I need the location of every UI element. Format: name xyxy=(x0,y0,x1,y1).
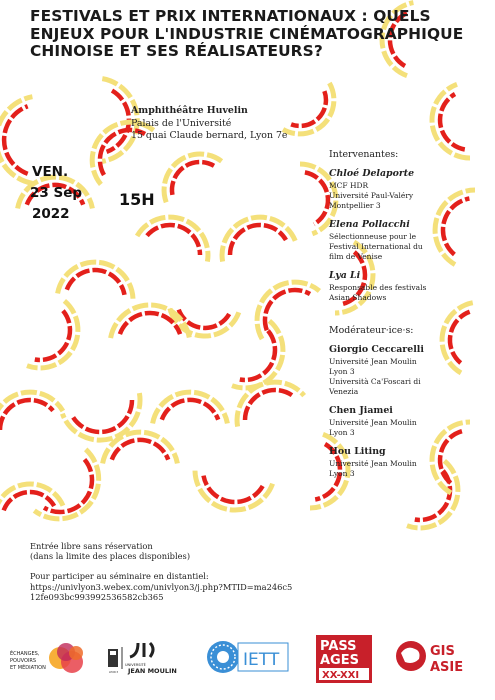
yellow-film-arc xyxy=(0,392,63,437)
red-film-arc xyxy=(440,94,465,150)
speaker-entry xyxy=(329,220,489,262)
red-film-arc xyxy=(112,440,168,460)
speaker-detail: Montpellier 3 xyxy=(329,201,381,210)
red-film-arc xyxy=(67,270,125,295)
red-film-arc xyxy=(172,162,214,195)
event-date-day-month: 23 Sep xyxy=(30,185,83,201)
moderator-name: Hou Liting xyxy=(329,446,386,457)
partner-logos xyxy=(0,630,495,700)
logo-text: ET MÉDIATION xyxy=(10,665,46,671)
moderator-name: Chen Jiamei xyxy=(329,405,393,416)
webex-link[interactable]: https://univlyon3.webex.com/univlyon3/j.php?MTID=ma246c5 xyxy=(30,581,293,592)
echanges-pouvoirs-mediation-logo xyxy=(10,635,92,681)
moderator-detail: Università Ca'Foscari di xyxy=(329,377,421,386)
practical-info xyxy=(30,541,292,602)
red-film-arc xyxy=(291,91,326,126)
speaker-detail: MCF HDR xyxy=(329,181,369,190)
moderator-detail: Lyon 3 xyxy=(329,367,355,376)
logo-text: IETT xyxy=(243,650,280,670)
title-line: ENJEUX POUR L'INDUSTRIE CINÉMATOGRAPHIQUE xyxy=(30,24,464,43)
logo-text: GIS xyxy=(430,644,455,659)
poster-title xyxy=(30,8,480,61)
moderator-detail: Lyon 3 xyxy=(329,469,355,478)
moderator-detail: Université Jean Moulin xyxy=(329,459,417,468)
venue-name: Amphithéâtre Huvelin xyxy=(131,105,248,116)
title-line: FESTIVALS ET PRIX INTERNATIONAUX : QUELS xyxy=(30,7,431,25)
speaker-entry xyxy=(329,169,489,211)
venue-place: Palais de l'Université xyxy=(131,117,232,129)
moderator-entry xyxy=(329,345,489,397)
red-film-arc xyxy=(35,311,70,360)
venue-block xyxy=(131,105,287,143)
moderator-entry xyxy=(329,406,489,438)
moderator-detail: Université Jean Moulin xyxy=(329,418,417,427)
red-film-arc xyxy=(4,106,28,174)
entry-limit-note: (dans la limite des places disponibles) xyxy=(30,551,191,562)
logo-text: ASIE xyxy=(430,660,464,675)
moderator-detail: Venezia xyxy=(329,387,359,396)
moderator-name: Giorgio Ceccarelli xyxy=(329,344,424,355)
red-film-arc xyxy=(0,400,53,430)
entry-note: Entrée libre sans réservation xyxy=(30,541,153,551)
logo-text: JEAN MOULIN xyxy=(128,667,177,675)
logo-text: POUVOIRS xyxy=(10,658,37,664)
red-film-arc xyxy=(230,225,286,255)
speaker-detail: Asian Shadows xyxy=(329,293,387,302)
moderator-detail: Lyon 3 xyxy=(329,428,355,437)
event-date xyxy=(30,162,82,225)
red-film-arc xyxy=(240,331,275,380)
event-day: VEN. xyxy=(32,164,69,180)
speaker-detail: Responsable des festivals xyxy=(329,283,427,292)
logo-text: UNIVERSITÉ xyxy=(125,663,146,667)
logo-text: PASS xyxy=(320,639,357,654)
red-film-arc xyxy=(204,476,263,502)
red-film-arc xyxy=(147,225,200,255)
event-time: 15H xyxy=(119,190,155,209)
red-film-arc xyxy=(162,400,218,420)
logo-text: AGES xyxy=(320,653,359,668)
speaker-detail: film de Venise xyxy=(329,252,383,261)
logo-text: XX-XXI xyxy=(322,670,360,681)
moderators-heading: Modérateur·ice·s: xyxy=(329,325,414,336)
universite-jean-moulin-logo xyxy=(108,635,188,681)
speaker-detail: Sélectionneuse pour le xyxy=(329,232,417,241)
event-year: 2022 xyxy=(32,206,70,222)
speaker-name: Elena Pollacchi xyxy=(329,219,410,230)
speaker-entry xyxy=(329,271,489,303)
ieti-logo xyxy=(205,634,290,680)
red-film-arc xyxy=(72,400,132,432)
red-film-arc xyxy=(245,390,294,420)
speaker-name: Chloé Delaporte xyxy=(329,168,415,179)
passages-logo xyxy=(316,632,374,686)
speakers-heading: Intervenantes: xyxy=(329,149,399,160)
logo-text: LYON 3 xyxy=(109,671,118,674)
moderator-detail: Université Jean Moulin xyxy=(329,357,417,366)
speaker-name: Lya Li xyxy=(329,270,361,281)
title-line: CHINOISE ET SES RÉALISATEURS? xyxy=(30,42,323,60)
remote-participation-label: Pour participer au séminaire en distantiel: xyxy=(30,571,209,582)
red-film-arc xyxy=(305,172,328,224)
speaker-detail: Festival International du xyxy=(329,242,423,251)
speaker-detail: Université Paul-Valéry xyxy=(329,191,414,200)
logo-text: ÉCHANGES, xyxy=(10,651,40,657)
webex-link-continued[interactable]: 12fe093bc993992536582cb365 xyxy=(30,591,164,602)
gis-asie-logo xyxy=(393,635,483,681)
venue-address: 15 quai Claude bernard, Lyon 7e xyxy=(131,130,288,141)
participants-column xyxy=(329,150,489,488)
moderator-entry xyxy=(329,447,489,479)
